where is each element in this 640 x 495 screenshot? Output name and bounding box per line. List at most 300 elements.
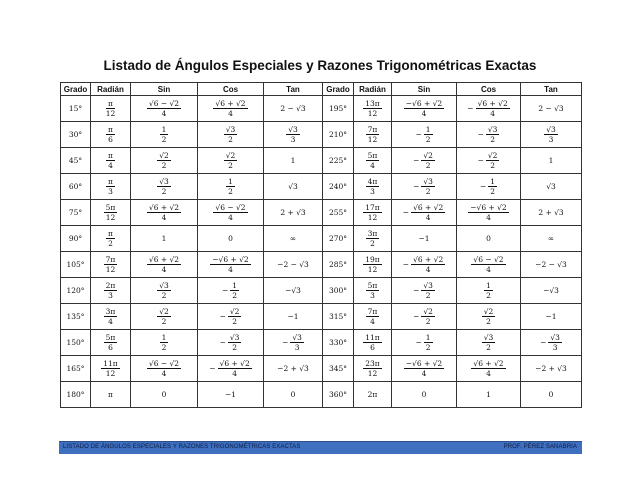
denominator: 6	[108, 343, 113, 352]
numerator: 1	[161, 124, 167, 134]
header-tan: Tan	[264, 83, 323, 96]
fraction-value	[471, 256, 505, 274]
minus-sign: −	[413, 181, 420, 191]
cell-cos	[457, 122, 521, 148]
fraction-value	[544, 126, 558, 144]
fraction	[363, 204, 381, 222]
fraction-value	[413, 282, 435, 300]
denominator: 2	[161, 161, 167, 170]
header-cos: Cos	[198, 83, 264, 96]
cell-cos	[198, 356, 264, 382]
numerator: √2	[159, 150, 169, 160]
denominator: 2	[425, 187, 431, 196]
numerator: √2	[229, 306, 240, 316]
denominator: 4	[370, 161, 375, 170]
fraction-value	[404, 360, 444, 378]
page-title: Listado de Ángulos Especiales y Razones Trigonométricas Exactas	[103, 58, 537, 73]
fraction	[147, 100, 181, 118]
denominator: 4	[232, 369, 238, 378]
fraction-value	[104, 204, 118, 222]
fraction	[366, 308, 380, 326]
table-row	[61, 174, 582, 200]
denominator: 2	[486, 317, 491, 326]
fraction-value	[213, 204, 247, 222]
cell-grado	[323, 226, 354, 252]
numerator: 7π	[105, 254, 116, 264]
cell-value: 285°	[328, 259, 348, 269]
cell-grado	[323, 96, 354, 122]
fraction-value	[363, 360, 381, 378]
cell-sin	[392, 148, 457, 174]
table-row	[61, 304, 582, 330]
fraction-value	[147, 256, 181, 274]
fraction-value	[147, 204, 181, 222]
numerator: 17π	[365, 202, 380, 212]
header-tan: Tan	[521, 83, 582, 96]
cell-value: 2 + √3	[538, 207, 564, 217]
fraction	[157, 178, 171, 196]
cell-value: ∞	[547, 233, 555, 243]
fraction	[411, 204, 445, 222]
denominator: 3	[548, 135, 554, 144]
numerator: √2	[423, 306, 433, 316]
table-body	[61, 96, 582, 408]
fraction-value	[366, 230, 380, 248]
fraction-value	[480, 178, 497, 196]
denominator: 12	[105, 369, 116, 378]
cell-value: 1	[486, 389, 491, 399]
fraction	[482, 308, 496, 326]
fraction	[226, 178, 235, 196]
denominator: 2	[108, 239, 113, 248]
fraction	[366, 126, 380, 144]
numerator: √6 − √2	[473, 254, 504, 264]
fraction	[228, 308, 242, 326]
cell-sin	[392, 122, 457, 148]
cell-tan	[264, 356, 323, 382]
fraction-value	[157, 282, 171, 300]
cell-sin	[131, 356, 198, 382]
cell-cos	[198, 174, 264, 200]
cell-sin	[392, 356, 457, 382]
table-row	[61, 148, 582, 174]
denominator: 4	[421, 109, 427, 118]
minus-sign: −	[479, 181, 487, 191]
cell-cos	[457, 200, 521, 226]
cell-sin	[131, 200, 198, 226]
cell-value: −1	[224, 389, 237, 399]
denominator: 12	[105, 109, 116, 118]
denominator: 2	[161, 343, 167, 352]
numerator: 1	[228, 176, 233, 186]
cell-sin	[131, 148, 198, 174]
cell-tan	[521, 304, 582, 330]
numerator: 1	[232, 280, 238, 290]
fraction-value	[157, 308, 171, 326]
numerator: 1	[425, 124, 431, 134]
cell-radian	[354, 200, 392, 226]
header-grado: Grado	[61, 83, 91, 96]
cell-radian	[354, 174, 392, 200]
cell-value: 1	[290, 155, 296, 165]
denominator: 2	[228, 161, 233, 170]
cell-cos	[457, 330, 521, 356]
fraction	[488, 178, 497, 196]
numerator: √6 + √2	[413, 202, 444, 212]
fraction	[104, 334, 118, 352]
cell-cos	[198, 122, 264, 148]
numerator: 23π	[365, 358, 380, 368]
numerator: 5π	[367, 280, 378, 290]
cell-grado	[61, 278, 91, 304]
fraction-value	[366, 152, 380, 170]
fraction	[363, 360, 381, 378]
cell-tan	[264, 96, 323, 122]
numerator: 1	[425, 332, 431, 342]
cell-radian	[91, 226, 131, 252]
numerator: π	[108, 98, 113, 108]
cell-radian	[91, 278, 131, 304]
numerator: 1	[161, 332, 167, 342]
cell-value: 90°	[68, 233, 83, 243]
numerator: √3	[483, 332, 494, 342]
cell-tan	[264, 122, 323, 148]
cell-cos	[198, 148, 264, 174]
denominator: 4	[108, 317, 113, 326]
cell-cos	[198, 200, 264, 226]
denominator: 4	[425, 213, 431, 222]
cell-radian	[354, 356, 392, 382]
fraction	[421, 282, 435, 300]
table-row	[61, 330, 582, 356]
cell-radian	[91, 200, 131, 226]
numerator: √3	[159, 280, 169, 290]
cell-value: 315°	[328, 311, 348, 321]
fraction-value	[413, 178, 435, 196]
cell-tan	[264, 278, 323, 304]
fraction	[290, 334, 304, 352]
minus-sign: −	[282, 337, 289, 347]
cell-sin	[392, 330, 457, 356]
cell-radian	[354, 252, 392, 278]
fraction	[106, 178, 115, 196]
fraction	[230, 282, 239, 300]
cell-value: 45°	[68, 155, 83, 165]
fraction	[160, 126, 169, 144]
fraction-value	[282, 334, 304, 352]
fraction-value	[104, 334, 118, 352]
cell-radian	[354, 226, 392, 252]
minus-sign: −	[415, 337, 422, 347]
cell-sin	[131, 122, 198, 148]
fraction-value	[209, 360, 251, 378]
cell-cos	[198, 278, 264, 304]
cell-value: 300°	[328, 285, 348, 295]
cell-radian	[91, 96, 131, 122]
cell-cos	[457, 226, 521, 252]
fraction-value	[213, 100, 247, 118]
cell-tan	[521, 330, 582, 356]
cell-value: 270°	[328, 233, 348, 243]
numerator: √3	[292, 332, 302, 342]
denominator: 3	[294, 343, 300, 352]
fraction-value	[220, 334, 242, 352]
fraction-value	[363, 334, 381, 352]
table-row	[61, 226, 582, 252]
cell-grado	[323, 330, 354, 356]
fraction-value	[363, 256, 381, 274]
cell-value: 60°	[68, 181, 83, 191]
cell-value: −2 − √3	[535, 259, 567, 269]
fraction	[286, 126, 300, 144]
cell-cos	[198, 226, 264, 252]
cell-value: 150°	[66, 337, 85, 347]
fraction	[157, 152, 171, 170]
header-row	[61, 83, 582, 96]
header-sin: Sin	[392, 83, 457, 96]
cell-value: 360°	[328, 389, 348, 399]
denominator: 4	[486, 213, 491, 222]
denominator: 2	[486, 291, 491, 300]
cell-sin	[392, 304, 457, 330]
denominator: 6	[108, 135, 113, 144]
cell-sin	[131, 382, 198, 408]
numerator: √3	[550, 332, 560, 342]
cell-grado	[323, 278, 354, 304]
cell-tan	[264, 148, 323, 174]
denominator: 2	[161, 135, 167, 144]
table-row	[61, 356, 582, 382]
denominator: 2	[232, 291, 238, 300]
fraction-value	[413, 152, 435, 170]
fraction-value	[160, 126, 169, 144]
fraction	[104, 282, 118, 300]
minus-sign: −	[415, 129, 422, 139]
fraction	[157, 308, 171, 326]
denominator: 2	[370, 239, 375, 248]
fraction-value	[106, 178, 115, 196]
cell-tan	[521, 382, 582, 408]
denominator: 12	[105, 265, 116, 274]
cell-tan	[521, 252, 582, 278]
fraction	[544, 126, 558, 144]
denominator: 4	[108, 161, 113, 170]
numerator: √2	[423, 150, 433, 160]
fraction-value	[101, 360, 119, 378]
cell-value: 0	[290, 389, 296, 399]
cell-value: 135°	[66, 311, 85, 321]
cell-tan	[521, 356, 582, 382]
numerator: √6 + √2	[219, 358, 250, 368]
fraction	[224, 126, 238, 144]
cell-grado	[61, 252, 91, 278]
cell-cos	[457, 174, 521, 200]
denominator: 6	[370, 343, 375, 352]
table-row	[61, 252, 582, 278]
numerator: −√6 + √2	[470, 202, 507, 212]
fraction-value	[222, 282, 239, 300]
fraction	[157, 282, 171, 300]
cell-value: 120°	[66, 285, 85, 295]
fraction-value	[157, 152, 171, 170]
minus-sign: −	[477, 129, 484, 139]
fraction	[366, 230, 380, 248]
cell-value: ∞	[289, 233, 297, 243]
fraction	[104, 308, 118, 326]
cell-sin	[131, 226, 198, 252]
fraction	[486, 152, 500, 170]
denominator: 2	[232, 317, 238, 326]
cell-tan	[264, 304, 323, 330]
fraction-value	[366, 308, 380, 326]
cell-radian	[91, 174, 131, 200]
numerator: √3	[546, 124, 556, 134]
cell-value: 105°	[66, 259, 85, 269]
cell-value: 1	[548, 155, 554, 165]
cell-value: −√3	[285, 285, 301, 295]
cell-grado	[61, 382, 91, 408]
fraction-value	[104, 308, 118, 326]
fraction-value	[482, 308, 496, 326]
numerator: 5π	[367, 150, 378, 160]
cell-grado	[61, 122, 91, 148]
cell-sin	[131, 330, 198, 356]
numerator: π	[108, 228, 113, 238]
cell-sin	[131, 174, 198, 200]
fraction	[468, 204, 508, 222]
minus-sign: −	[219, 337, 226, 347]
numerator: √6 + √2	[148, 254, 180, 264]
cell-radian	[91, 252, 131, 278]
denominator: 3	[108, 187, 113, 196]
numerator: π	[108, 124, 113, 134]
numerator: −√6 + √2	[405, 98, 443, 108]
denominator: 4	[161, 369, 167, 378]
denominator: 2	[425, 317, 431, 326]
fraction	[106, 152, 115, 170]
fraction	[147, 204, 181, 222]
table-row	[61, 122, 582, 148]
fraction-value	[224, 152, 238, 170]
cell-value: 255°	[328, 207, 348, 217]
denominator: 12	[367, 109, 378, 118]
fraction-value	[220, 308, 242, 326]
denominator: 2	[425, 161, 431, 170]
cell-value: 0	[421, 389, 427, 399]
cell-sin	[392, 382, 457, 408]
fraction	[411, 256, 445, 274]
fraction	[404, 360, 444, 378]
cell-cos	[198, 252, 264, 278]
fraction	[106, 100, 116, 118]
minus-sign: −	[209, 363, 216, 373]
cell-sin	[131, 96, 198, 122]
cell-cos	[198, 304, 264, 330]
table-row	[61, 200, 582, 226]
fraction	[363, 334, 381, 352]
fraction-value	[413, 308, 435, 326]
fraction-value	[147, 100, 181, 118]
denominator: 3	[108, 291, 113, 300]
fraction	[424, 126, 433, 144]
denominator: 2	[486, 343, 491, 352]
cell-sin	[131, 252, 198, 278]
fraction-value	[540, 334, 562, 352]
fraction-value	[482, 334, 496, 352]
numerator: √6 + √2	[215, 98, 246, 108]
denominator: 12	[367, 135, 378, 144]
fraction	[228, 334, 242, 352]
cell-sin	[392, 96, 457, 122]
fraction	[471, 256, 505, 274]
cell-value: −√3	[543, 285, 559, 295]
cell-value: −2 − √3	[277, 259, 309, 269]
fraction-value	[226, 178, 235, 196]
fraction-value	[478, 152, 500, 170]
numerator: √2	[225, 150, 236, 160]
cell-radian	[91, 382, 131, 408]
denominator: 4	[161, 213, 167, 222]
denominator: 2	[425, 291, 431, 300]
fraction	[421, 308, 435, 326]
cell-grado	[61, 200, 91, 226]
fraction	[421, 152, 435, 170]
cell-tan	[521, 200, 582, 226]
cell-grado	[323, 200, 354, 226]
fraction	[482, 334, 496, 352]
cell-grado	[61, 330, 91, 356]
denominator: 4	[228, 109, 233, 118]
footer-band	[59, 441, 582, 454]
cell-value: 0	[548, 389, 554, 399]
numerator: 19π	[365, 254, 380, 264]
numerator: π	[108, 176, 113, 186]
header-radian: Radián	[91, 83, 131, 96]
minus-sign: −	[413, 285, 420, 295]
cell-sin	[392, 200, 457, 226]
cell-grado	[323, 356, 354, 382]
fraction	[213, 204, 247, 222]
minus-sign: −	[413, 155, 420, 165]
cell-cos	[198, 382, 264, 408]
header-grado: Grado	[323, 83, 354, 96]
cell-sin	[392, 278, 457, 304]
cell-grado	[323, 382, 354, 408]
cell-cos	[198, 330, 264, 356]
cell-cos	[457, 278, 521, 304]
fraction-value	[106, 230, 115, 248]
cell-tan	[521, 148, 582, 174]
cell-value: 240°	[328, 181, 348, 191]
cell-sin	[392, 252, 457, 278]
trig-table	[60, 82, 582, 408]
denominator: 2	[161, 317, 167, 326]
numerator: √6 − √2	[148, 358, 180, 368]
cell-value: 75°	[68, 207, 83, 217]
cell-value: 2 − √3	[538, 103, 564, 113]
minus-sign: −	[413, 311, 420, 321]
cell-value: 345°	[328, 363, 348, 373]
numerator: √6 + √2	[413, 254, 444, 264]
cell-tan	[264, 200, 323, 226]
footer-right-text: PROF. PÉREZ SANABRIA	[503, 444, 577, 450]
fraction	[366, 152, 380, 170]
fraction-value	[104, 256, 118, 274]
cell-tan	[264, 382, 323, 408]
numerator: 7π	[367, 306, 378, 316]
fraction-value	[404, 100, 444, 118]
cell-cos	[457, 356, 521, 382]
